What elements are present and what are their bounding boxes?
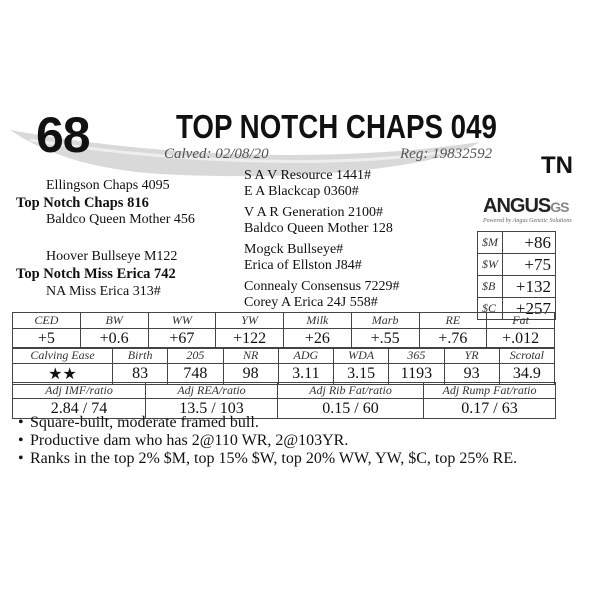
performance-header: 365 (389, 348, 444, 364)
carcass-header: Adj IMF/ratio (13, 383, 146, 399)
performance-table (12, 347, 555, 385)
epd-value: +67 (148, 329, 216, 349)
carcass-header: Adj REA/ratio (146, 383, 278, 399)
epd-header: YW (216, 313, 284, 329)
performance-value: 3.15 (334, 364, 389, 385)
epd-value: +5 (13, 329, 81, 349)
performance-header: ADG (278, 348, 333, 364)
notes-list (18, 414, 578, 468)
angus-gs-logo (483, 196, 575, 232)
pedigree-right-item: Baldco Queen Mother 128 (244, 221, 393, 236)
epd-header: CED (13, 313, 81, 329)
performance-header: Scrotal (499, 348, 554, 364)
carcass-header-row (13, 383, 556, 399)
performance-header-row (13, 348, 555, 364)
carcass-value: 13.5 / 103 (146, 399, 278, 419)
performance-header: Birth (113, 348, 168, 364)
sire-dam: Baldco Queen Mother 456 (46, 212, 195, 227)
epd-header: BW (80, 313, 148, 329)
note-text: Square-built, moderate framed bull. (30, 414, 259, 431)
performance-header: 205 (168, 348, 223, 364)
epd-value: +122 (216, 329, 284, 349)
performance-value: 748 (168, 364, 223, 385)
epd-header: Marb (351, 313, 419, 329)
note-item: • Square-built, moderate framed bull. (18, 414, 259, 431)
index-label: $B (478, 276, 503, 298)
index-value: +75 (503, 254, 556, 276)
carcass-header: Adj Rib Fat/ratio (278, 383, 424, 399)
performance-header: YR (444, 348, 499, 364)
calved-date: Calved: 02/08/20 (164, 146, 269, 162)
index-value: +257 (503, 298, 556, 320)
index-row (478, 254, 556, 276)
carcass-header: Adj Rump Fat/ratio (424, 383, 556, 399)
epd-table (12, 312, 555, 349)
note-item: • Ranks in the top 2% $M, top 15% $W, top 20% WW, YW, $C, top 25% RE. (18, 450, 518, 467)
pedigree-right-item: E A Blackcap 0360# (244, 184, 359, 199)
animal-name: TOP NOTCH CHAPS 049 (176, 108, 497, 145)
dam-sire: Hoover Bullseye M122 (46, 249, 178, 264)
carcass-value: 2.84 / 74 (13, 399, 146, 419)
index-row (478, 232, 556, 254)
pedigree-right-item: Connealy Consensus 7229# (244, 279, 400, 294)
state-code: TN (541, 152, 573, 179)
epd-value: +26 (284, 329, 352, 349)
performance-header: WDA (334, 348, 389, 364)
pedigree-right-item: V A R Generation 2100# (244, 205, 383, 220)
index-row (478, 276, 556, 298)
index-value: +86 (503, 232, 556, 254)
epd-value: +.55 (351, 329, 419, 349)
performance-header: NR (223, 348, 278, 364)
epd-value: +0.6 (80, 329, 148, 349)
index-table (477, 231, 556, 320)
epd-header: Milk (284, 313, 352, 329)
index-value: +132 (503, 276, 556, 298)
note-item: • Productive dam who has 2@110 WR, 2@103YR. (18, 432, 349, 449)
performance-value: 1193 (389, 364, 444, 385)
index-label: $C (478, 298, 503, 320)
pedigree-right-item: S A V Resource 1441# (244, 168, 372, 183)
registration-number: Reg: 19832592 (400, 146, 493, 162)
carcass-value: 0.17 / 63 (424, 399, 556, 419)
logo-suffix: GS (550, 199, 569, 215)
epd-header: Fat (487, 313, 555, 329)
calving-ease-stars: ★★ (13, 364, 113, 385)
note-text: Ranks in the top 2% $M, top 15% $W, top 20% WW, YW, $C, top 25% RE. (30, 450, 518, 467)
pedigree-right-item: Corey A Erica 24J 558# (244, 295, 378, 310)
epd-value: +.012 (487, 329, 555, 349)
pedigree-right-item: Mogck Bullseye# (244, 242, 344, 257)
sire-sire: Ellingson Chaps 4095 (46, 178, 170, 193)
carcass-value: 0.15 / 60 (278, 399, 424, 419)
logo-tagline: Powered by Angus Genetic Solutions (483, 218, 572, 224)
sire: Top Notch Chaps 816 (16, 195, 149, 211)
epd-header: WW (148, 313, 216, 329)
dam: Top Notch Miss Erica 742 (16, 266, 176, 282)
performance-value: 34.9 (499, 364, 554, 385)
note-text: Productive dam who has 2@110 WR, 2@103YR. (30, 432, 349, 449)
index-label: $W (478, 254, 503, 276)
logo-brand: ANGUS (483, 195, 551, 217)
performance-value: 3.11 (278, 364, 333, 385)
index-label: $M (478, 232, 503, 254)
pedigree-right-item: Erica of Ellston J84# (244, 258, 362, 273)
performance-value: 98 (223, 364, 278, 385)
performance-value: 83 (113, 364, 168, 385)
epd-header: RE (419, 313, 487, 329)
epd-value: +.76 (419, 329, 487, 349)
dam-dam: NA Miss Erica 313# (46, 284, 161, 299)
performance-header: Calving Ease (13, 348, 113, 364)
epd-header-row (13, 313, 555, 329)
performance-value: 93 (444, 364, 499, 385)
lot-number: 68 (36, 107, 90, 163)
epd-value-row (13, 329, 555, 349)
